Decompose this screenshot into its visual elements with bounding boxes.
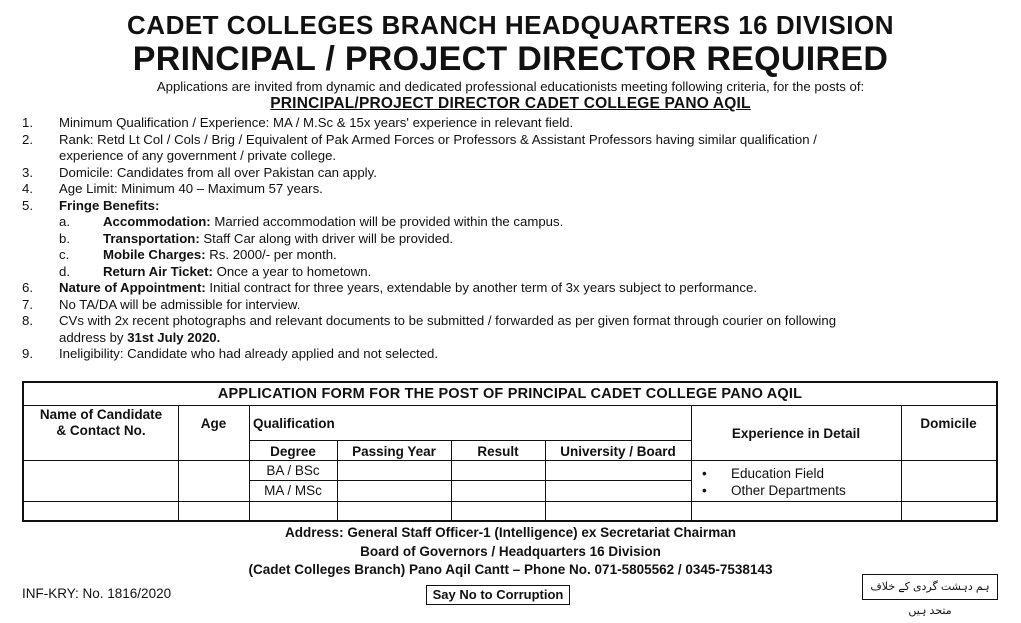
col-qualification-header: Qualification: [253, 416, 335, 431]
col-age-header: Age: [200, 416, 227, 431]
criterion-3: 3. Domicile: Candidates from all over Pakistan can apply.: [22, 164, 377, 180]
address-line-1: Address: General Staff Officer-1 (Intelligence) ex Secretariat Chairman: [285, 525, 736, 540]
col-passing-year-header: Passing Year: [352, 444, 436, 459]
job-heading: PRINCIPAL / PROJECT DIRECTOR REQUIRED: [132, 40, 889, 78]
degree-ma-msc: MA / MSc: [264, 483, 322, 498]
col-university-header: University / Board: [560, 444, 676, 459]
benefit-d: d. Return Air Ticket: Once a year to hometown.: [59, 263, 372, 279]
experience-bullet: •: [702, 483, 707, 498]
grid-line: [24, 501, 996, 502]
inf-number: INF-KRY: No. 1816/2020: [22, 586, 172, 601]
grid-line: [691, 405, 692, 520]
col-result-header: Result: [477, 444, 519, 459]
degree-ba-bsc: BA / BSc: [266, 463, 320, 478]
criterion-4: 4. Age Limit: Minimum 40 – Maximum 57 years.: [22, 181, 323, 196]
col-experience-header: Experience in Detail: [731, 426, 861, 441]
grid-line: [249, 440, 691, 441]
application-form: [22, 381, 998, 522]
urdu-slogan-badge: ہم دہشت گردی کے خلاف متحد ہیں: [862, 574, 998, 600]
benefit-b: b. Transportation: Staff Car along with driver will be provided.: [59, 230, 454, 246]
post-title: PRINCIPAL/PROJECT DIRECTOR CADET COLLEGE PANO AQIL: [270, 95, 751, 112]
criterion-7: 7. No TA/DA will be admissible for interview.: [22, 296, 301, 312]
criterion-5: 5. Fringe Benefits:: [22, 197, 160, 213]
criterion-1: 1. Minimum Qualification / Experience: MA / M.Sc & 15x years' experience in relevant field.: [22, 115, 574, 130]
form-title: APPLICATION FORM FOR THE POST OF PRINCIPAL CADET COLLEGE PANO AQIL: [24, 383, 996, 406]
criteria-list: [22, 115, 1012, 363]
intro-text: Applications are invited from dynamic and dedicated professional educationists meeting following criteria, for the posts of:: [156, 79, 865, 94]
col-name-header: Name of Candidate & Contact No.: [39, 407, 163, 438]
col-domicile-header: Domicile: [920, 416, 977, 431]
criterion-2: 2. Rank: Retd Lt Col / Cols / Brig / Equivalent of Pak Armed Forces or Professors & Assistant Professors having similar qualification / experience of any government / private college.: [22, 131, 817, 163]
benefit-a: a. Accommodation: Married accommodation will be provided within the campus.: [59, 214, 564, 229]
address-line-2: Board of Governors / Headquarters 16 Division: [360, 544, 661, 559]
say-no-to-corruption-badge: Say No to Corruption: [426, 585, 570, 605]
org-heading: CADET COLLEGES BRANCH HEADQUARTERS 16 DIVISION: [127, 10, 894, 40]
experience-bullet: •: [702, 466, 707, 481]
criterion-6: 6. Nature of Appointment: Initial contract for three years, extendable by another term of 3x years subject to performance.: [22, 280, 757, 295]
grid-line: [249, 480, 691, 481]
criterion-9: 9. Ineligibility: Candidate who had already applied and not selected.: [22, 346, 439, 361]
experience-education-field: Education Field: [731, 466, 825, 481]
experience-other-departments: Other Departments: [731, 483, 846, 498]
col-degree-header: Degree: [270, 444, 316, 459]
address-line-3: (Cadet Colleges Branch) Pano Aqil Cantt – Phone No. 071-5805562 / 0345-7538143: [248, 562, 773, 577]
benefit-c: c. Mobile Charges: Rs. 2000/- per month.: [59, 247, 337, 262]
criterion-8: 8. CVs with 2x recent photographs and relevant documents to be submitted / forwarded as per given format through courier on following address by 31st July 2020.: [22, 313, 837, 345]
grid-line: [24, 460, 996, 461]
